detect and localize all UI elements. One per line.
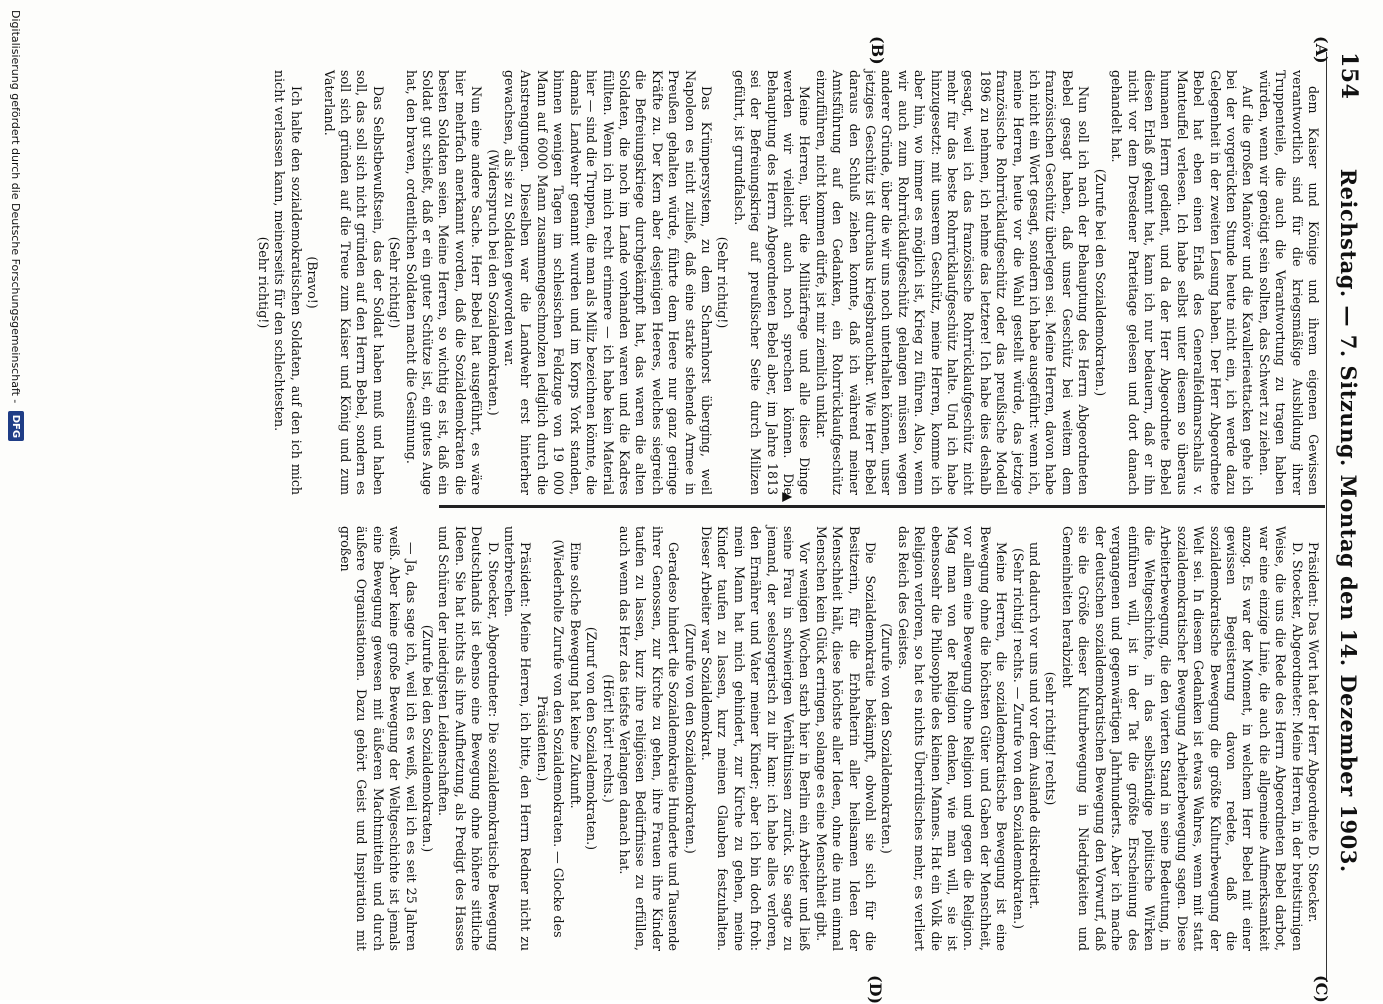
margin-mark-a: (A) [1312,36,1331,64]
left-column-paragraph: Ich halte den sozialdemokratischen Soldaten, auf den ich mich nicht verlassen kann, meinerseits für den schlechtesten. [272,70,304,495]
right-column [338,526,1321,951]
right-column-paragraph: (Hört! hört! rechts.) [600,674,616,803]
left-column-paragraph: (Sehr richtig!) [715,236,731,329]
right-column-paragraph: und dadurch vor uns und vor dem Auslande diskreditiert. [1027,542,1043,910]
left-column-paragraph: (Zurufe bei den Sozialdemokraten.) [1092,168,1108,397]
left-column-paragraph: Das Selbstbewußtsein, das der Soldat haben muß und haben soll, das soll sich nicht gründen auf den Herrn Bebel, sondern es soll sich gründen auf die Treue zum Kaiser und König und zum Vaterland. [321,70,386,495]
left-column-paragraph: Nun eine andere Sache. Herr Bebel hat ausgeführt, es wäre hier mehrfach anerkannt worden, daß die Sozialdemokraten die besten Soldaten seien. Meine Herren, so wichtig es ist, daß ein Soldat gut schießt, daß er ein guter Schütze ist, ein gutes Auge hat, den braven, ordentlichen Soldaten macht die Gesinnung. [403,70,485,495]
left-column-paragraph: (Widerspruch bei den Sozialdemokraten.) [485,149,501,416]
page-number: 154 [1336,52,1362,100]
left-column-paragraph: dem Kaiser und Könige und ihrem eigenen Gewissen verantwortlich sind für die kriegsmäßige Ausbildung ihrer Truppenteile, die auch die Verantwortung zu tragen haben würden, wenn wir genötigt sein sollten, das Schwert zu ziehen. [1256,70,1321,495]
column-divider [439,505,1325,508]
right-column-paragraph: Geradeso hindert die Sozialdemokratie Hunderte und Tausende ihrer Genossen, zur Kirche zu gehen, ihre Frauen ihre Kinder taufen zu lassen, kurz ihre religiösen Bedürfnisse zu erfüllen, auch wenn das Herz das tiefste Verlangen danach hat. [616,526,682,951]
right-column-paragraph: (Wiederholte Zurufe von den Sozialdemokraten. — Glocke des Präsidenten.) [534,539,567,938]
left-column-paragraph: Das Krümpersystem, zu dem Scharnhorst überging, weil Napoleon es nicht zuließ, daß eine starke stehende Armee in Preußen gehalten würde, führte dem Heere nur ganz geringe Kräfte zu. Der Kern aber desjenigen Heeres, welches siegreich die Befreiungskriege durchgekämpft hat, das waren die alten Soldaten, die noch im Lande vorhanden waren und die Kadres füllten. Wenn ich mich recht erinnere — ich habe kein Material hier — sind die Truppen, die man als Miliz bezeichnen könnte, die damals Landwehr genannt wurden und im Korps York standen, binnen wenigen Tagen im schlesischen Feldzuge von 19 000 Mann auf 6000 Mann zusammengeschmolzen lediglich durch die Anstrengungen. Dieselben war die Landwehr erst hinterher gewachsen, als sie zu Soldaten geworden war. [502,70,714,495]
digitization-footer [5,10,27,990]
dfg-logo: DFG [8,411,24,441]
left-column-paragraph: (Bravo!) [305,256,321,309]
margin-mark-d: (D) [866,975,885,1004]
right-column-paragraph: (Zuruf von den Sozialdemokraten.) [584,626,600,851]
right-column-paragraph: (Zurufe von den Sozialdemokraten.) [682,623,698,854]
right-column-paragraph: D. Stoecker, Abgeordneter: Die sozialdemokratische Bewegung Deutschlands ist ebenso eine Bewegung ohne höhere sittliche Ideen. Sie hat nichts als ihre Aufhetzung, als Predigt des Hasses und Schüren der niedrigsten Leidenschaften. [436,526,501,951]
left-column-paragraph: Auf die großen Manöver und die Kavallerieattacken gehe ich bei der vorgerückten Stunde heute nicht ein, ich werde dazu Gelegenheit in der zweiten Lesung haben. Der Herr Abgeordnete Bebel hat eben einen Erlaß des Generalfeldmarschalls v. Manteuffel verlesen. Ich habe selbst unter diesem so überaus humanen Herrn gedient, und da der Herr Abgeordnete Bebel diesen Erlaß gekannt hat, kann ich nur bedauern, daß er ihn nicht vor dem Dresdener Parteitage gelesen und dort danach gehandelt hat. [1109,70,1256,495]
right-column-paragraph: Präsident: Das Wort hat der Herr Abgeordnete D. Stoecker. [1306,542,1321,923]
right-column-paragraph: (Sehr richtig! rechts. — Zurufe von den Sozialdemokraten.) [1010,547,1026,930]
page-header [1326,52,1371,982]
left-column-paragraph: Nun soll ich nach der Behauptung des Herrn Abgeordneten Bebel gesagt haben, daß unser Geschütz bei weitem dem französischen Geschütz überlegen sei. Meine Herren, davon habe ich nicht ein Wort gesagt, sondern ich habe ausgeführt: wenn ich, meine Herren, heute vor die Wahl gestellt würde, das jetzige französische Rohrrücklaufgeschütz oder das preußische Modell 1896 zu nehmen, ich nehme das letztere! Ich habe dies deshalb gesagt, weil ich das französische Rohrrücklaufgeschütz nicht mehr für das beste Rohrrücklaufgeschütz halte. Und ich habe hinzugesetzt: mit unserem Geschütz, meine Herren, komme ich aber hin, wo immer es möglich ist, Krieg zu führen. Also, wenn wir auch zum Rohrrücklaufgeschütz gelangen müssen wegen anderer Gründe, über die wir uns noch unterhalten können, unser jetziges Geschütz ist durchaus kriegsbrauchbar. Wie Herr Bebel daraus den Schluß ziehen konnte, daß ich während meiner Amtsführung auf den Gedanken, ein Rohrrücklaufgeschütz einzuführen, nicht kommen dürfe, ist mir ziemlich unklar. [813,70,1092,495]
right-column-paragraph: Meine Herren, die sozialdemokratische Bewegung ist eine Bewegung ohne die höchsten Güter und Gaben der Menschheit, vor allem eine Bewegung ohne Religion und gegen die Religion. Mag man von der Religion denken, wie man will, sie ist ebensosehr die Philosophie des kleinen Mannes. Hat ein Volk die Religion verloren, so hat es nichts Überirdisches mehr, es verliert das Reich des Geistes. [895,526,1010,951]
left-column-paragraph: (Sehr richtig!) [256,236,271,329]
right-column-paragraph: Präsident: Meine Herren, ich bitte, den Herrn Redner nicht zu unterbrechen. [502,526,534,951]
left-column-paragraph: Meine Herren, über die Militärfrage und alle diese Dinge werden wir vielleicht auch noch sprechen können. Die Behauptung des Herrn Abgeordneten Bebel aber, im Jahre 1813 sei der Befreiungskrieg auf preußischer Seite durch Milizen geführt, ist grundfalsch. [731,70,813,495]
footer-text: Digitalisierung gefördert durch die Deutsche Forschungsgemeinschaft - [9,10,23,404]
right-column-paragraph: Vor wenigen Wochen starb hier in Berlin ein Arbeiter und ließ seine Frau in schwierigen Verhältnissen zurück. Sie sagte zu jemand, der seelsorgerisch zu ihr kam: ich habe alles verloren, den Ernährer und Vater meiner Kinder; aber ich bin doch froh: mein Mann hat mich gehindert, zur Kirche zu gehen, meine Kinder taufen zu lassen, kurz meinen Glauben festzuhalten. Dieser Arbeiter war Sozialdemokrat. [698,526,813,951]
right-column-paragraph: Die Sozialdemokratie bekämpft, obwohl sie sich für die Besitzerin, für die Erbhalterin aller heilsamen Ideen der Menschheit hält, diese höchste aller Ideen, ohne die nun einmal Menschen kein Glück erringen, solange es eine Menschheit gibt. [813,526,879,951]
margin-mark-b: (B) [868,36,887,65]
printer-mark: ▴ [777,492,801,503]
right-column-paragraph: D. Stoecker, Abgeordneter: Meine Herren, in der breitstirnigen Weise, die uns die Rede des Herrn Abgeordneten Bebel darbot, war eine einzige Linie, die auch die allgemeine Aufmerksamkeit anzog. Es war der Moment, in welchem Herr Bebel mit einer gewissen Begeisterung davon redete, daß die sozialdemokratische Bewegung die größte Kulturbewegung der Welt sei. In diesem Gedanken ist etwas Wahres, wenn mit statt sozialdemokratischer Bewegung Arbeiterbewegung sagen. Diese Arbeiterbewegung, die den vierten Stand in seine Bedeutung, in die Weltgeschichte, in das selbständige politische Wirken einführen will, ist in der Tat die größte Erscheinung des vergangenen und gegenwärtigen Jahrhunderts. Aber ich mache der deutschen sozialdemokratischen Bewegung den Vorwurf, daß sie die Größe dieser Kulturbewegung in Niedrigkeiten und Gemeinheiten herabzieht [1059,526,1305,951]
right-column-paragraph: Eine solche Bewegung hat keine Zukunft. [567,542,583,809]
left-column [256,70,1321,495]
right-column-paragraph: (Zurufe von den Sozialdemokraten.) [879,623,895,854]
right-column-paragraph: — Ja, das sage ich, weil ich es weiß, weil ich es seit 25 Jahren weiß. Aber keine große Bewegung der Weltgeschichte ist jemals eine Bewegung gewesen mit äußeren Machtmitteln und durch äußere Organisationen. Dazu gehört Geist und Inspiration mit großen [338,526,419,951]
left-column-paragraph: (Sehr richtig!) [387,236,403,329]
right-column-paragraph: (Zurufe bei den Sozialdemokraten.) [420,624,436,853]
margin-mark-c: (C) [1312,975,1331,1003]
right-column-paragraph: (sehr richtig! rechts) [1043,671,1059,806]
header-title: Reichstag. — 7. Sitzung. Montag den 14. Dezember 1903. [1336,168,1362,873]
